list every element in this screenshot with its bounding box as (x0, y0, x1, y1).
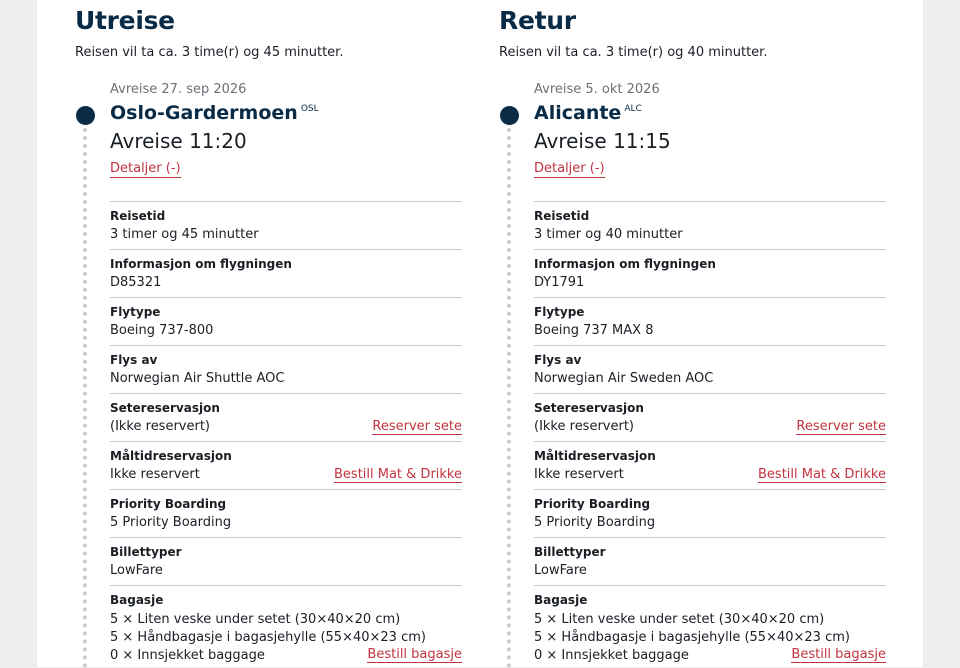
row-value: 5 Priority Boarding (110, 515, 232, 530)
row-value: LowFare (534, 563, 587, 578)
row-value: DY1791 (534, 275, 585, 290)
reserve-seat-link[interactable]: Reserver sete (796, 419, 886, 434)
timeline-dot-icon (500, 106, 519, 125)
row-label: Bagasje (534, 593, 588, 607)
airport-name: Alicante (534, 102, 622, 124)
departure-time: Avreise 11:20 (110, 129, 247, 153)
details-toggle-link[interactable]: Detaljer (-) (110, 161, 181, 176)
row-value: 5 Priority Boarding (534, 515, 656, 530)
flight-info-list (110, 201, 462, 665)
row-label: Informasjon om flygningen (534, 257, 716, 271)
departure-date: Avreise 5. okt 2026 (534, 82, 660, 97)
baggage-line: 5 × Håndbagasje i bagasjehylle (55×40×23 cm) (110, 630, 426, 645)
order-food-link[interactable]: Bestill Mat & Drikke (334, 467, 462, 482)
info-row-meal (534, 441, 886, 489)
row-label: Flytype (534, 305, 585, 319)
row-label: Flys av (534, 353, 582, 367)
itinerary-card (37, 0, 923, 667)
row-value: Boeing 737 MAX 8 (534, 323, 654, 338)
return-title: Retur (499, 6, 576, 35)
timeline-dot-icon (76, 106, 95, 125)
row-label: Billettyper (110, 545, 182, 559)
row-label: Reisetid (534, 209, 590, 223)
row-value: (Ikke reservert) (534, 419, 635, 434)
row-value: 3 timer og 40 minutter (534, 227, 683, 242)
info-row-flightinfo (534, 249, 886, 297)
flight-info-list (534, 201, 886, 665)
departure-time: Avreise 11:15 (534, 129, 671, 153)
row-label: Reisetid (110, 209, 166, 223)
departure-date: Avreise 27. sep 2026 (110, 82, 247, 97)
row-label: Billettyper (534, 545, 606, 559)
airport-name: Oslo-Gardermoen (110, 102, 298, 124)
info-row-operator (534, 345, 886, 393)
info-row-baggage (534, 585, 886, 665)
info-row-seat (110, 393, 462, 441)
return-duration-summary: Reisen vil ta ca. 3 time(r) og 40 minutter. (499, 45, 768, 60)
info-row-priority (534, 489, 886, 537)
order-baggage-link[interactable]: Bestill bagasje (791, 647, 886, 662)
row-label: Priority Boarding (110, 497, 227, 511)
info-row-priority (110, 489, 462, 537)
info-row-aircraft (534, 297, 886, 345)
info-row-flightinfo (110, 249, 462, 297)
airport-code: ALC (624, 104, 642, 114)
outbound-duration-summary: Reisen vil ta ca. 3 time(r) og 45 minutter. (75, 45, 344, 60)
baggage-line: 5 × Liten veske under setet (30×40×20 cm) (534, 612, 825, 627)
info-row-ticket (110, 537, 462, 585)
baggage-line: 5 × Håndbagasje i bagasjehylle (55×40×23 cm) (534, 630, 850, 645)
order-baggage-link[interactable]: Bestill bagasje (367, 647, 462, 662)
details-toggle-link[interactable]: Detaljer (-) (534, 161, 605, 176)
departure-airport (534, 102, 642, 124)
timeline-line (83, 128, 87, 668)
info-row-aircraft (110, 297, 462, 345)
row-label: Flys av (110, 353, 158, 367)
row-label: Måltidreservasjon (110, 449, 232, 463)
row-value: Ikke reservert (110, 467, 200, 482)
baggage-line: 0 × Innsjekket baggage (110, 648, 265, 663)
row-value: Norwegian Air Shuttle AOC (110, 371, 285, 386)
info-row-operator (110, 345, 462, 393)
baggage-line: 5 × Liten veske under setet (30×40×20 cm) (110, 612, 401, 627)
row-label: Bagasje (110, 593, 164, 607)
row-label: Setereservasjon (110, 401, 220, 415)
reserve-seat-link[interactable]: Reserver sete (372, 419, 462, 434)
order-food-link[interactable]: Bestill Mat & Drikke (758, 467, 886, 482)
timeline-line (507, 128, 511, 668)
departure-airport (110, 102, 319, 124)
info-row-traveltime (110, 201, 462, 249)
row-value: Boeing 737-800 (110, 323, 214, 338)
airport-code: OSL (300, 104, 319, 114)
row-label: Informasjon om flygningen (110, 257, 292, 271)
row-value: Ikke reservert (534, 467, 624, 482)
baggage-line: 0 × Innsjekket baggage (534, 648, 689, 663)
info-row-baggage (110, 585, 462, 665)
row-value: LowFare (110, 563, 163, 578)
info-row-traveltime (534, 201, 886, 249)
info-row-seat (534, 393, 886, 441)
row-label: Måltidreservasjon (534, 449, 656, 463)
row-value: 3 timer og 45 minutter (110, 227, 259, 242)
info-row-meal (110, 441, 462, 489)
row-value: Norwegian Air Sweden AOC (534, 371, 714, 386)
row-label: Setereservasjon (534, 401, 644, 415)
info-row-ticket (534, 537, 886, 585)
row-value: D85321 (110, 275, 162, 290)
outbound-title: Utreise (75, 6, 175, 35)
row-label: Priority Boarding (534, 497, 651, 511)
row-value: (Ikke reservert) (110, 419, 211, 434)
row-label: Flytype (110, 305, 161, 319)
